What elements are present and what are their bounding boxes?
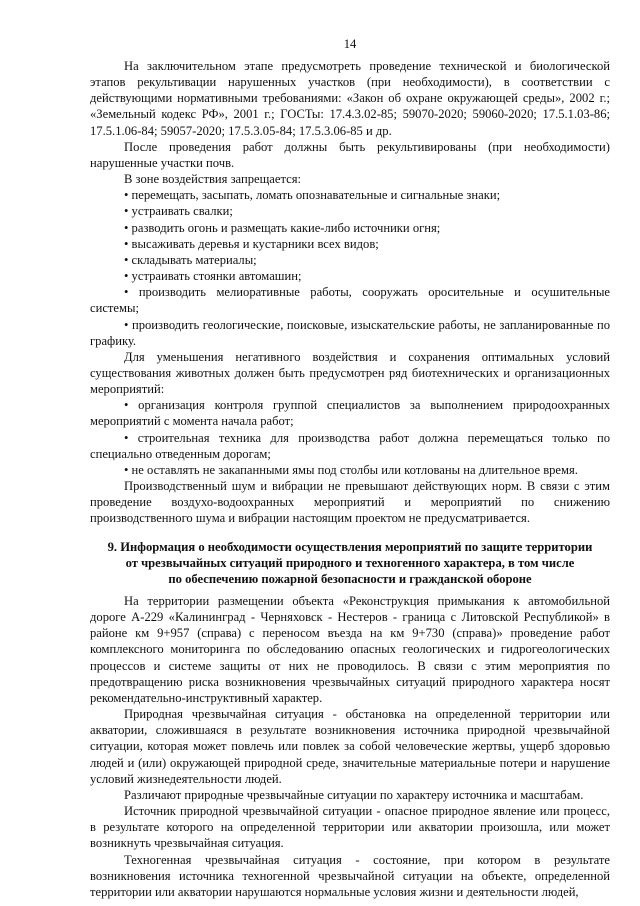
paragraph-prohibited-intro: В зоне воздействия запрещается: (124, 172, 302, 187)
paragraph-emergency-source: Источник природной чрезвычайной ситуации - опасное природное явление или процесс, в результате которого на определенной территории или акватории произошла, или может возникнуть чрезвычайная ситуация. (90, 804, 610, 851)
section-heading-line: по обеспечению пожарной безопасности и гражданской обороне (168, 571, 532, 586)
section-heading (90, 539, 610, 587)
paragraph-noise: Производственный шум и вибрации не превышают действующих норм. В связи с этим проведение воздухо-водоохранных мероприятий и мероприятий по снижению производственного шума и вибрации настоящим проектом не предусматривается. (90, 479, 610, 526)
list-item: • складывать материалы; (124, 252, 257, 267)
section-heading-line: 9. Информация о необходимости осуществления мероприятий по защите территории (107, 539, 593, 554)
list-item: • разводить огонь и размещать какие-либо источники огня; (124, 220, 441, 235)
list-item: • устраивать стоянки автомашин; (124, 269, 302, 284)
document-page (90, 36, 610, 900)
paragraph-natural-emergency: Природная чрезвычайная ситуация - обстановка на определенной территории или акватории, сложившаяся в результате возникновения источника природной чрезвычайной ситуации, которая может повлечь или повлек за собой человеческие жертвы, ущерб здоровью людей и (или) окружающей природной среде, значительные материальные потери и нарушение условий жизнедеятельности людей. (90, 707, 610, 786)
list-item: • устраивать свалки; (124, 204, 233, 219)
list-item: • организация контроля группой специалистов за выполнением природоохранных мероприятий с момента начала работ; (90, 398, 610, 429)
list-item: • перемещать, засыпать, ломать опознавательные и сигнальные знаки; (124, 188, 501, 203)
paragraph-recultivation: На заключительном этапе предусмотреть проведение технической и биологической этапов рекультивации нарушенных участков (при необходимости), в соответствии с действующими нормативными требованиями: «Закон об охране окружающей среды», 2002 г.; «Земельный кодекс РФ», 2001 г.; ГОСТы: 17.4.3.02-85; 59070-2020; 59060-2020; 17.5.1.03-86; 17.5.1.06-84; 59057-2020; 17.5.3.05-84; 17.5.3.06-85 и др. (90, 59, 610, 138)
section-heading-line: от чрезвычайных ситуаций природного и техногенного характера, в том числе (125, 555, 575, 570)
list-item: • производить геологические, поисковые, изыскательские работы, не запланированные по графику. (90, 317, 610, 348)
paragraph-animals-intro: Для уменьшения негативного воздействия и сохранения оптимальных условий существования животных должен быть предусмотрен ряд биотехнических и организационных мероприятий: (90, 349, 610, 397)
paragraph-technogenic-emergency: Техногенная чрезвычайная ситуация - состояние, при котором в результате возникновения источника техногенной чрезвычайной ситуации на объекте, определенной территории или акватории нарушаются нормальные условия жизни и деятельности людей, (90, 852, 610, 899)
list-item: • высаживать деревья и кустарники всех видов; (124, 236, 379, 251)
page-number: 14 (343, 37, 357, 51)
paragraph-after-works: После проведения работ должны быть рекультивированы (при необходимости) нарушенные участки почв. (90, 139, 610, 170)
paragraph-classification: Различают природные чрезвычайные ситуации по характеру источника и масштабам. (124, 787, 584, 802)
list-item: • строительная техника для производства работ должна перемещаться только по специально отведенным дорогам; (90, 430, 610, 461)
paragraph-monitoring: На территории размещении объекта «Реконструкция примыкания к автомобильной дороге А-229 «Калининград - Черняховск - Нестеров - граница с Литовской Республикой» в районе км 9+957 (справа) с переносом въезда на км 9+730 (справа)» проведение работ комплексного мониторинга по обследованию опасных геологических и гидрогеологических процессов и системе защиты от них не проводилось. В связи с этим мероприятия по предотвращению риска возникновения чрезвычайных ситуаций природного характера носят рекомендательно-инструктивный характер. (90, 594, 610, 705)
list-item: • производить мелиоративные работы, сооружать оросительные и осушительные системы; (90, 285, 610, 316)
list-item: • не оставлять не закапанными ямы под столбы или котлованы на длительное время. (124, 462, 578, 477)
